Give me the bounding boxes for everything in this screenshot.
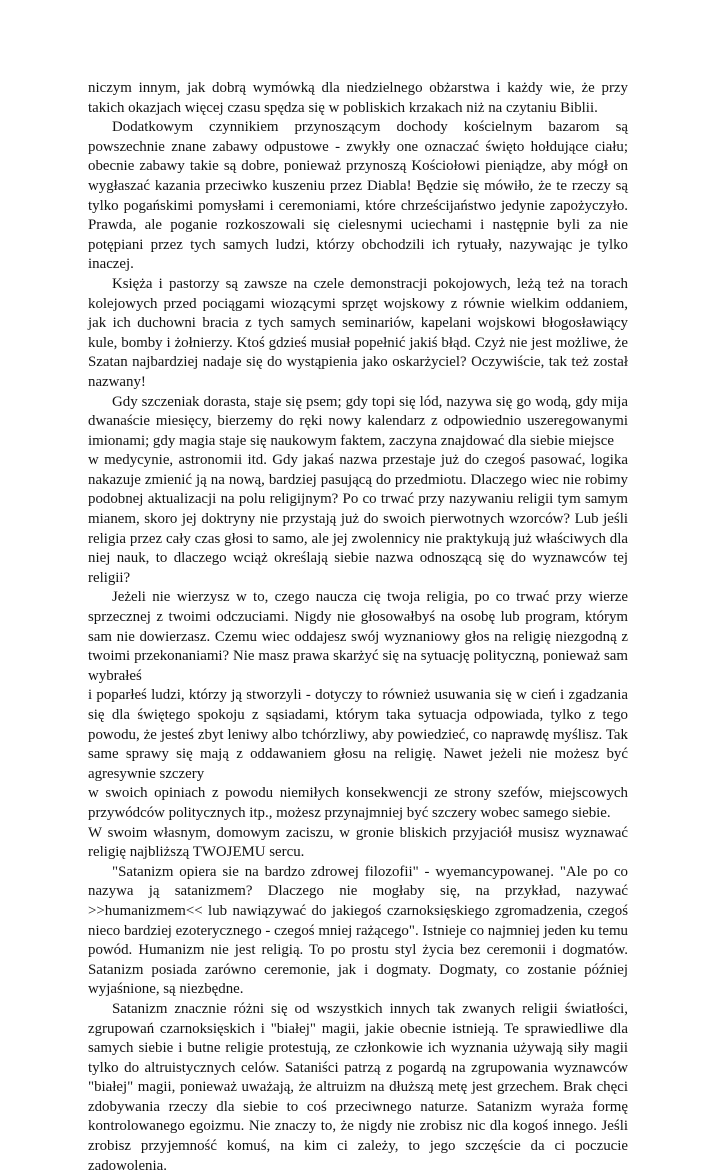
paragraph-1: niczym innym, jak dobrą wymówką dla niedzielnego obżarstwa i każdy wie, że przy takich okazjach więcej czasu spędza się w pobliskich krzakach niż na czytaniu Biblii. bbox=[88, 80, 628, 116]
paragraph-4: Gdy szczeniak dorasta, staje się psem; gdy topi się lód, nazywa się go wodą, gdy mija dwanaście miesięcy, bierzemy do ręki nowy kalendarz z odpowiednio uszeregowanymi imionami; gdy magia staje się naukowym faktem, zaczyna znajdować dla siebie miejsce w medycynie, astronomii itd. Gdy jakaś nazwa przestaje już do czegoś pasować, logika nakazuje zmienić ją na nową, bardziej pasującą do przedmiotu. Dlaczego wiec nie robimy podobnej aktualizacji na polu religijnym? Po co trwać przy nazywaniu religii tym samym mianem, skoro jej doktryny nie przystają już do swoich pierwotnych wzorców? Lub jeśli religia przez cały czas głosi to samo, ale jej zwolennicy nie praktykują już właściwych dla niej nauk, to dlaczego wciąż określają siebie nazwa odnoszącą się do wyznawców tej religii? bbox=[88, 393, 628, 586]
paragraph-7: Satanizm znacznie różni się od wszystkich innych tak zwanych religii światłości, zgrupowań czarnoksięskich i "białej" magii, jakie obecnie istnieją. Te sprawiedliwe dla samych siebie i butne religie protestują, ze członkowie ich wyznania używają siły magii tylko do altruistycznych celów. Sataniści patrzą z pogardą na zgrupowania wyznawców "białej" magii, ponieważ uważają, że altruizm na dłuższą metę jest grzechem. Brak chęci zdobywania rzeczy dla siebie to coś przeciwnego naturze. Satanizm wyraża formę kontrolowanego egoizmu. Nie znaczy to, że nigdy nie zrobisz nic dla kogoś innego. Jeśli zrobisz przyjemność komuś, na kim ci zależy, to jego szczęście da ci poczucie zadowolenia. bbox=[88, 1000, 628, 1174]
paragraph-6: "Satanizm opiera sie na bardzo zdrowej filozofii" - wyemancypowanej. "Ale po co nazywa ją satanizmem? Dlaczego nie mogłaby się, na przykład, nazywać >>humanizmem<< lub nawiązywać do jakiegoś czarnoksięskiego zgromadzenia, czegoś nieco bardziej ezoterycznego - czegoś mniej rażącego". Istnieje co najmniej jeden ku temu powód. Humanizm nie jest religią. To po prostu styl życia bez ceremonii i dogmatów. Satanizm posiada zarówno ceremonie, jak i dogmaty. Dogmaty, co zostanie później wyjaśnione, są niezbędne. bbox=[88, 863, 628, 998]
paragraph-2: Dodatkowym czynnikiem przynoszącym dochody kościelnym bazarom są powszechnie znane zabawy odpustowe - zwykły one oznaczać święto hołdujące ciału; obecnie zabawy takie są dobre, ponieważ przynoszą Kościołowi pieniądze, aby mógł on wygłaszać kazania przeciwko kuszeniu przez Diabla! Będzie się mówiło, że te rzeczy są tylko pogańskimi pomysłami i ceremoniami, które chrześcijaństwo jedynie zapożyczyło. Prawda, ale poganie rozkoszowali się cielesnymi uciechami i następnie byli za nie potępiani przez tych samych ludzi, którzy obchodzili ich rytuały, nazywając je tylko inaczej. bbox=[88, 119, 628, 273]
paragraph-5: Jeżeli nie wierzysz w to, czego naucza cię twoja religia, po co trwać przy wierze sprzecznej z twoimi odczuciami. Nigdy nie głosowałbyś na osobę lub program, którym sam nie dowierzasz. Czemu wiec oddajesz swój wyznaniowy głos na religię niezgodną z twoimi przekonaniami? Nie masz prawa skarżyć się na sytuację polityczną, ponieważ sam wybrałeś i poparłeś ludzi, którzy ją stworzyli - dotyczy to również usuwania się w cień i zgadzania się dla świętego spokoju z sąsiadami, którym taka sytuacja odpowiada, tylko z tego powodu, że jesteś zbyt leniwy albo tchórzliwy, aby powiedzieć, co naprawdę myślisz. Tak same sprawy się mają z oddawaniem głosu na religię. Nawet jeżeli nie możesz być agresywnie szczery w swoich opiniach z powodu niemiłych konsekwencji ze strony szefów, miejscowych przywódców politycznych itp., możesz przynajmniej być szczery wobec samego siebie. W swoim własnym, domowym zaciszu, w gronie bliskich przyjaciół musisz wyznawać religię najbliższą TWOJEMU sercu. bbox=[88, 589, 628, 861]
paragraph-3: Księża i pastorzy są zawsze na czele demonstracji pokojowych, leżą też na torach kolejowych przed pociągami wiozącymi sprzęt wojskowy z równie wielkim oddaniem, jak ich duchowni bracia z tych samych seminariów, kapelani wojskowi błogosławiący kule, bomby i żołnierzy. Ktoś gdzieś musiał popełnić jakiś błąd. Czyż nie jest możliwe, że Szatan najbardziej nadaje się do wystąpienia jako oskarżyciel? Oczywiście, tak też został nazwany! bbox=[88, 275, 628, 390]
document-page bbox=[88, 79, 628, 1176]
